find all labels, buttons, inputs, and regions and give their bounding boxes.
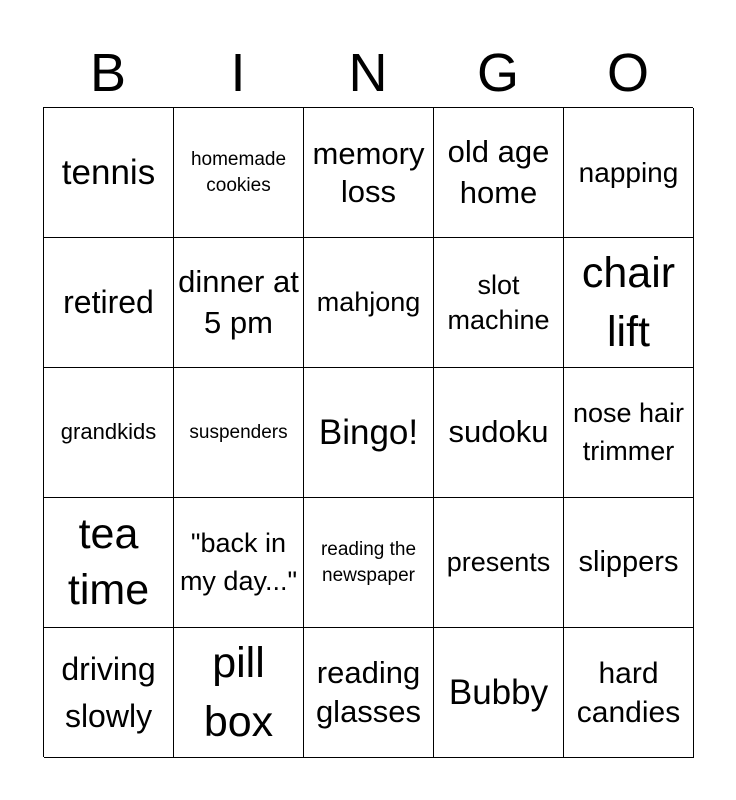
cell-text: suspenders [189,421,288,443]
cell-text: chair lift [581,248,676,356]
bingo-cell-r4-c2[interactable] [174,498,304,628]
bingo-cell-r5-c3[interactable] [304,628,434,758]
cell-text: napping [578,156,679,188]
cell-text: driving slowly [61,651,156,734]
cell-text: old age home [447,134,550,210]
bingo-grid [43,107,693,757]
cell-text: reading the newspaper [320,538,417,586]
bingo-header [43,40,693,106]
bingo-cell-r1-c2[interactable] [174,108,304,238]
bingo-cell-r2-c1[interactable] [44,238,174,368]
cell-text: pill box [203,639,274,746]
header-letter-b: B [89,43,127,103]
bingo-cell-r3-c4[interactable] [434,368,564,498]
cell-text: grandkids [60,419,157,445]
cell-text: sudoku [448,414,549,450]
bingo-cell-r2-c4[interactable] [434,238,564,368]
cell-text: mahjong [316,287,421,318]
cell-text: homemade cookies [190,148,287,196]
bingo-cell-r4-c4[interactable] [434,498,564,628]
bingo-cell-r5-c5[interactable] [564,628,694,758]
cell-text: slippers [578,546,679,579]
cell-text: dinner at 5 pm [178,264,299,340]
cell-text: retired [63,283,154,320]
bingo-cell-r1-c4[interactable] [434,108,564,238]
bingo-cell-r3-c5[interactable] [564,368,694,498]
bingo-cell-r5-c4[interactable] [434,628,564,758]
bingo-cell-r2-c3[interactable] [304,238,434,368]
bingo-cell-r2-c5[interactable] [564,238,694,368]
header-letter-o: O [606,43,649,103]
cell-text: presents [446,547,551,578]
cell-text: "back in my day..." [179,527,298,596]
header-letter-i: I [230,43,246,103]
header-letter-n: N [348,43,388,103]
bingo-cell-r1-c1[interactable] [44,108,174,238]
bingo-cell-r4-c5[interactable] [564,498,694,628]
bingo-cell-r3-c1[interactable] [44,368,174,498]
bingo-cell-r1-c3[interactable] [304,108,434,238]
bingo-cell-r4-c3[interactable] [304,498,434,628]
cell-text: slot machine [447,270,550,335]
cell-text: tennis [61,152,156,192]
bingo-cell-r2-c2[interactable] [174,238,304,368]
bingo-cell-r3-c3[interactable] [304,368,434,498]
bingo-cell-r3-c2[interactable] [174,368,304,498]
cell-text: Bubby [448,672,549,712]
cell-text: nose hair trimmer [572,397,685,466]
bingo-cell-r5-c2[interactable] [174,628,304,758]
cell-text: reading glasses [315,654,422,729]
cell-text: Bingo! [318,412,419,452]
header-letter-g: G [476,43,519,103]
cell-text: hard candies [576,656,681,729]
cell-text: memory loss [312,135,425,209]
bingo-cell-r4-c1[interactable] [44,498,174,628]
cell-text: tea time [67,509,150,614]
bingo-cell-r1-c5[interactable] [564,108,694,238]
bingo-cell-r5-c1[interactable] [44,628,174,758]
